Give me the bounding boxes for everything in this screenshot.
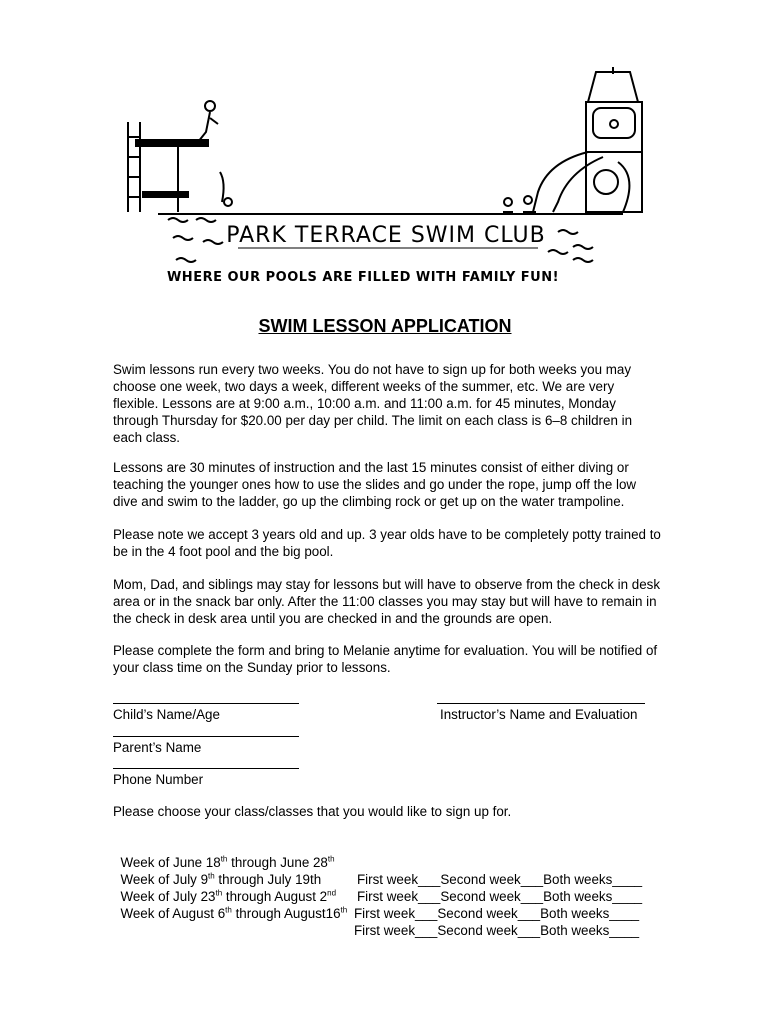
week-end-text: through June 28 (227, 855, 328, 870)
child-name-field[interactable] (113, 703, 299, 704)
parent-name-label: Parent’s Name (113, 740, 202, 755)
week-end-suffix: nd (327, 888, 337, 898)
week-choice-blanks[interactable]: First week___Second week___Both weeks____ (357, 889, 643, 904)
instructor-evaluation-field[interactable] (437, 703, 645, 704)
paragraph-age-requirement: Please note we accept 3 years old and up. 3 year olds have to be completely potty trained to be in the 4 foot pool and the big pool. (113, 527, 661, 559)
instructor-evaluation-label: Instructor’s Name and Evaluation (440, 707, 638, 722)
week-end-text: through August16 (231, 906, 341, 921)
paragraph-evaluation: Please complete the form and bring to Melanie anytime for evaluation. You will be notified of your class time on the Sunday prior to lessons. (113, 643, 658, 675)
child-name-label: Child’s Name/Age (113, 707, 220, 722)
diving-board-drawing (128, 101, 232, 212)
week-end-suffix: th (327, 854, 335, 864)
class-choice-prompt: Please choose your class/classes that you would like to sign up for. (113, 804, 512, 819)
paragraph-schedule: Swim lessons run every two weeks. You do not have to sign up for both weeks you may choose one week, two days a week, different weeks of the summer, etc. We are very flexible. Lessons are at 9:00 a.m., 10:00 a.m. and 11:00 a.m. for 45 minutes, Monday through Thursday for $20.00 per day per child. The limit on each class is 6–8 children in each class. (113, 362, 633, 445)
week-start-text: Week of August 6 (120, 906, 226, 921)
club-tagline: WHERE OUR POOLS ARE FILLED WITH FAMILY FUN! (166, 270, 560, 285)
week-start-suffix: th (225, 905, 232, 915)
paragraph-family-policy: Mom, Dad, and siblings may stay for lessons but will have to observe from the check in desk area or in the snack bar only. After the 11:00 classes you may stay but will have to remain in the check in desk area until you are checked in and the grounds are open. (113, 577, 661, 626)
week-row (113, 888, 640, 939)
week-start-text: Week of June 18 (120, 855, 221, 870)
week-end-suffix: th (340, 905, 348, 915)
week-choice-blanks[interactable]: First week___Second week___Both weeks____ (354, 906, 640, 921)
week-start-text: Week of July 23 (120, 889, 216, 904)
week-choice-blanks[interactable]: First week___Second week___Both weeks____ (357, 872, 643, 887)
club-logo (118, 62, 658, 292)
week-end-text: through August 2 (222, 889, 328, 904)
club-name: PARK TERRACE SWIM CLUB (226, 223, 546, 248)
week-start-suffix: th (220, 854, 228, 864)
page-title: SWIM LESSON APPLICATION (258, 316, 512, 336)
week-start-suffix: th (215, 888, 223, 898)
week-start-text: Week of July 9 (120, 872, 209, 887)
parent-name-field[interactable] (113, 736, 299, 737)
week-end-text: through July 19th (214, 872, 322, 887)
paragraph-lesson-content: Lessons are 30 minutes of instruction and the last 15 minutes consist of either diving or teaching the younger ones how to use the slides and go under the rope, jump off the low dive and swim to the ladder, go up the climbing rock or get up on the water trampoline. (113, 460, 637, 509)
week-start-suffix: th (208, 871, 215, 881)
slide-tower-drawing (503, 67, 642, 212)
phone-number-field[interactable] (113, 768, 299, 769)
week-choice-blanks[interactable]: First week___Second week___Both weeks____ (354, 923, 640, 938)
phone-number-label: Phone Number (113, 772, 204, 787)
